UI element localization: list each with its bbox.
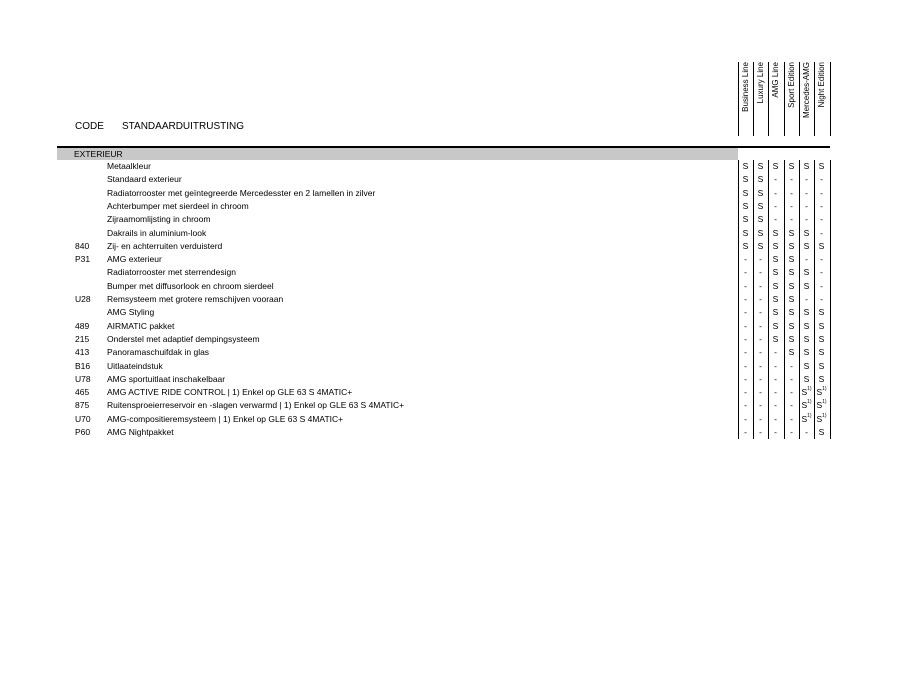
column-header — [769, 62, 782, 135]
availability-cell: - — [744, 400, 747, 411]
availability-cell: S — [757, 200, 764, 211]
availability-cell: - — [774, 214, 777, 225]
option-code: U78 — [75, 373, 91, 384]
column-header-label: Night Edition — [817, 62, 826, 108]
option-description: Zijraamomlijsting in chroom — [107, 214, 211, 225]
option-code: U70 — [75, 413, 91, 424]
availability-cell: S — [818, 307, 825, 318]
availability-cell: S — [818, 240, 825, 251]
availability-cell: - — [774, 373, 777, 384]
option-code: U28 — [75, 294, 91, 304]
availability-cell: S — [818, 161, 825, 171]
option-description: Dakrails in aluminium-look — [107, 227, 207, 238]
availability-cell: - — [790, 214, 793, 225]
column-divider — [814, 160, 815, 439]
column-divider — [738, 62, 739, 136]
availability-cell: S — [757, 187, 764, 198]
availability-cell: - — [759, 320, 762, 331]
availability-cell: S — [788, 333, 795, 344]
availability-cell: - — [759, 347, 762, 358]
availability-cell: S — [757, 161, 764, 171]
availability-cell: - — [820, 294, 823, 304]
availability-cell: - — [759, 413, 762, 424]
column-divider — [799, 160, 800, 439]
availability-cell: - — [820, 254, 823, 265]
availability-cell: S — [772, 333, 779, 344]
header-code: CODE — [75, 121, 104, 132]
column-divider — [830, 160, 831, 439]
availability-cell: S — [772, 240, 779, 251]
availability-cell: S — [788, 227, 795, 238]
availability-cell: - — [774, 200, 777, 211]
availability-cell: $S^{1)}$ — [801, 412, 812, 424]
option-description: Ruitensproeierreservoir en -slagen verwarmd | 1) Enkel op GLE 63 S 4MATIC+ — [107, 400, 405, 411]
table-row — [0, 306, 906, 319]
availability-cell: - — [759, 307, 762, 318]
availability-cell: S — [788, 240, 795, 251]
availability-cell: - — [744, 427, 747, 437]
availability-cell: S — [742, 200, 749, 211]
availability-cell: S — [757, 214, 764, 225]
option-description: Zij- en achterruiten verduisterd — [107, 240, 223, 251]
availability-cell: S — [742, 214, 749, 225]
availability-cell: S — [803, 240, 810, 251]
availability-cell: - — [820, 227, 823, 238]
availability-cell: - — [805, 174, 808, 185]
availability-cell: - — [759, 333, 762, 344]
option-description: AMG exterieur — [107, 254, 162, 265]
availability-cell: - — [759, 400, 762, 411]
availability-cell: $S^{1)}$ — [816, 399, 827, 411]
section-header — [57, 148, 738, 160]
table-row — [0, 200, 906, 213]
availability-cell: S — [772, 280, 779, 291]
availability-cell: - — [744, 347, 747, 358]
availability-cell: S — [772, 227, 779, 238]
table-row — [0, 173, 906, 186]
option-code: 875 — [75, 400, 90, 411]
availability-cell: S — [772, 320, 779, 331]
availability-cell: - — [744, 254, 747, 265]
availability-cell: S — [772, 161, 779, 171]
option-description: Onderstel met adaptief dempingsysteem — [107, 333, 260, 344]
column-header-label: Business Line — [741, 62, 750, 112]
column-divider — [753, 62, 754, 136]
option-description: Standaard exterieur — [107, 174, 182, 185]
availability-cell: S — [818, 360, 825, 371]
availability-cell: - — [744, 387, 747, 398]
availability-cell: S — [742, 240, 749, 251]
table-row — [0, 320, 906, 333]
availability-cell: S — [788, 161, 795, 171]
table-row — [0, 413, 906, 426]
availability-cell: - — [744, 333, 747, 344]
column-divider — [753, 160, 754, 439]
availability-cell: S — [788, 267, 795, 278]
page-title: STANDAARDUITRUSTING — [122, 121, 245, 132]
column-header-label: Luxury Line — [756, 62, 765, 104]
option-description: Bumper met diffusorlook en chroom sierdeel — [107, 280, 274, 291]
availability-cell: - — [790, 187, 793, 198]
table-row — [0, 227, 906, 240]
availability-cell: - — [805, 294, 808, 304]
column-divider — [830, 62, 831, 136]
availability-cell: S — [772, 307, 779, 318]
table-row — [0, 280, 906, 293]
availability-cell: - — [774, 360, 777, 371]
table-row — [0, 399, 906, 412]
availability-cell: - — [744, 360, 747, 371]
availability-cell: - — [759, 360, 762, 371]
column-divider — [814, 62, 815, 136]
availability-cell: S — [757, 227, 764, 238]
table-row — [0, 360, 906, 373]
column-divider — [784, 62, 785, 136]
table-row — [0, 346, 906, 359]
availability-cell: S — [803, 320, 810, 331]
column-header — [800, 62, 813, 135]
availability-cell: - — [805, 254, 808, 265]
option-code: P31 — [75, 254, 91, 265]
option-code: 465 — [75, 387, 90, 398]
option-description: AMG ACTIVE RIDE CONTROL | 1) Enkel op GLE 63 S 4MATIC+ — [107, 387, 353, 398]
availability-cell: S — [757, 174, 764, 185]
availability-cell: - — [744, 280, 747, 291]
availability-cell: S — [788, 294, 795, 304]
table-row — [0, 373, 906, 386]
availability-cell: S — [818, 320, 825, 331]
option-description: Panoramaschuifdak in glas — [107, 347, 210, 358]
availability-cell: S — [742, 187, 749, 198]
availability-cell: S — [788, 347, 795, 358]
availability-cell: S — [772, 294, 779, 304]
availability-cell: S — [803, 347, 810, 358]
availability-cell: $S^{1)}$ — [801, 399, 812, 411]
availability-cell: - — [805, 187, 808, 198]
availability-cell: - — [790, 360, 793, 371]
column-header-label: Mercedes-AMG — [802, 62, 811, 119]
option-description: Achterbumper met sierdeel in chroom — [107, 200, 249, 211]
option-description: AMG Nightpakket — [107, 427, 174, 437]
table-row — [0, 266, 906, 279]
availability-cell: - — [744, 307, 747, 318]
availability-cell: S — [803, 373, 810, 384]
availability-cell: - — [774, 347, 777, 358]
option-description: AMG Styling — [107, 307, 155, 318]
availability-cell: - — [759, 387, 762, 398]
availability-cell: $S^{1)}$ — [816, 412, 827, 424]
availability-cell: - — [790, 174, 793, 185]
availability-cell: S — [772, 254, 779, 265]
availability-cell: S — [788, 307, 795, 318]
option-description: Uitlaateindstuk — [107, 360, 163, 371]
availability-cell: - — [774, 387, 777, 398]
availability-cell: - — [790, 413, 793, 424]
availability-cell: S — [803, 307, 810, 318]
availability-cell: - — [774, 400, 777, 411]
table-row — [0, 386, 906, 399]
availability-cell: S — [818, 373, 825, 384]
availability-cell: - — [820, 200, 823, 211]
availability-cell: - — [790, 387, 793, 398]
availability-cell: - — [820, 280, 823, 291]
availability-cell: S — [788, 254, 795, 265]
availability-cell: - — [759, 373, 762, 384]
section-header-cells — [738, 148, 830, 160]
option-code: 215 — [75, 333, 90, 344]
table-row — [0, 426, 906, 439]
availability-cell: - — [805, 214, 808, 225]
column-divider — [784, 160, 785, 439]
column-divider — [768, 160, 769, 439]
availability-cell: - — [790, 427, 793, 437]
availability-cell: - — [744, 267, 747, 278]
option-code: 840 — [75, 240, 90, 251]
option-description: Radiatorrooster met geïntegreerde Mercedesster en 2 lamellen in zilver — [107, 187, 376, 198]
option-description: AIRMATIC pakket — [107, 320, 175, 331]
column-header — [754, 62, 767, 135]
availability-cell: - — [774, 413, 777, 424]
availability-cell: $S^{1)}$ — [816, 386, 827, 398]
column-header — [739, 62, 752, 135]
availability-cell: - — [820, 174, 823, 185]
availability-cell: - — [790, 373, 793, 384]
availability-cell: S — [742, 161, 749, 171]
column-divider — [738, 160, 739, 439]
availability-cell: S — [772, 267, 779, 278]
availability-cell: - — [790, 400, 793, 411]
availability-cell: - — [820, 267, 823, 278]
column-divider — [799, 62, 800, 136]
table-row — [0, 253, 906, 266]
availability-cell: - — [774, 187, 777, 198]
availability-cell: - — [759, 254, 762, 265]
table-row — [0, 187, 906, 200]
availability-cell: S — [803, 280, 810, 291]
column-header-label: Sport Edition — [787, 62, 796, 108]
availability-cell: S — [803, 333, 810, 344]
option-description: Metaalkleur — [107, 161, 151, 171]
availability-cell: - — [805, 200, 808, 211]
option-code: P60 — [75, 427, 91, 437]
availability-cell: S — [803, 360, 810, 371]
availability-cell: S — [818, 333, 825, 344]
table-row — [0, 240, 906, 253]
availability-cell: - — [820, 187, 823, 198]
table-row — [0, 160, 906, 173]
table-row — [0, 333, 906, 346]
availability-cell: - — [820, 214, 823, 225]
availability-cell: - — [759, 280, 762, 291]
availability-cell: S — [788, 320, 795, 331]
option-code: 489 — [75, 320, 90, 331]
availability-cell: S — [803, 267, 810, 278]
section-label: EXTERIEUR — [74, 149, 123, 159]
availability-cell: - — [744, 294, 747, 304]
option-description: Radiatorrooster met sterrendesign — [107, 267, 236, 278]
availability-cell: - — [744, 413, 747, 424]
availability-cell: - — [790, 200, 793, 211]
availability-cell: S — [742, 174, 749, 185]
option-description: Remsysteem met grotere remschijven vooraan — [107, 294, 284, 304]
availability-cell: - — [744, 373, 747, 384]
availability-cell: - — [759, 267, 762, 278]
column-header — [815, 62, 828, 135]
column-header — [785, 62, 798, 135]
availability-cell: $S^{1)}$ — [801, 386, 812, 398]
availability-cell: S — [757, 240, 764, 251]
column-header-label: AMG Line — [771, 62, 780, 98]
availability-cell: - — [774, 427, 777, 437]
availability-cell: S — [803, 227, 810, 238]
availability-cell: - — [744, 320, 747, 331]
availability-cell: S — [742, 227, 749, 238]
availability-cell: - — [759, 427, 762, 437]
availability-cell: S — [818, 347, 825, 358]
availability-cell: S — [803, 161, 810, 171]
table-row — [0, 293, 906, 306]
column-divider — [768, 62, 769, 136]
availability-cell: - — [759, 294, 762, 304]
option-description: AMG sportuitlaat inschakelbaar — [107, 373, 226, 384]
availability-cell: S — [788, 280, 795, 291]
availability-cell: S — [818, 427, 825, 437]
option-description: AMG-compositieremsysteem | 1) Enkel op GLE 63 S 4MATIC+ — [107, 413, 344, 424]
option-code: 413 — [75, 347, 90, 358]
availability-cell: - — [774, 174, 777, 185]
availability-cell: - — [805, 427, 808, 437]
table-row — [0, 213, 906, 226]
option-code: B16 — [75, 360, 91, 371]
